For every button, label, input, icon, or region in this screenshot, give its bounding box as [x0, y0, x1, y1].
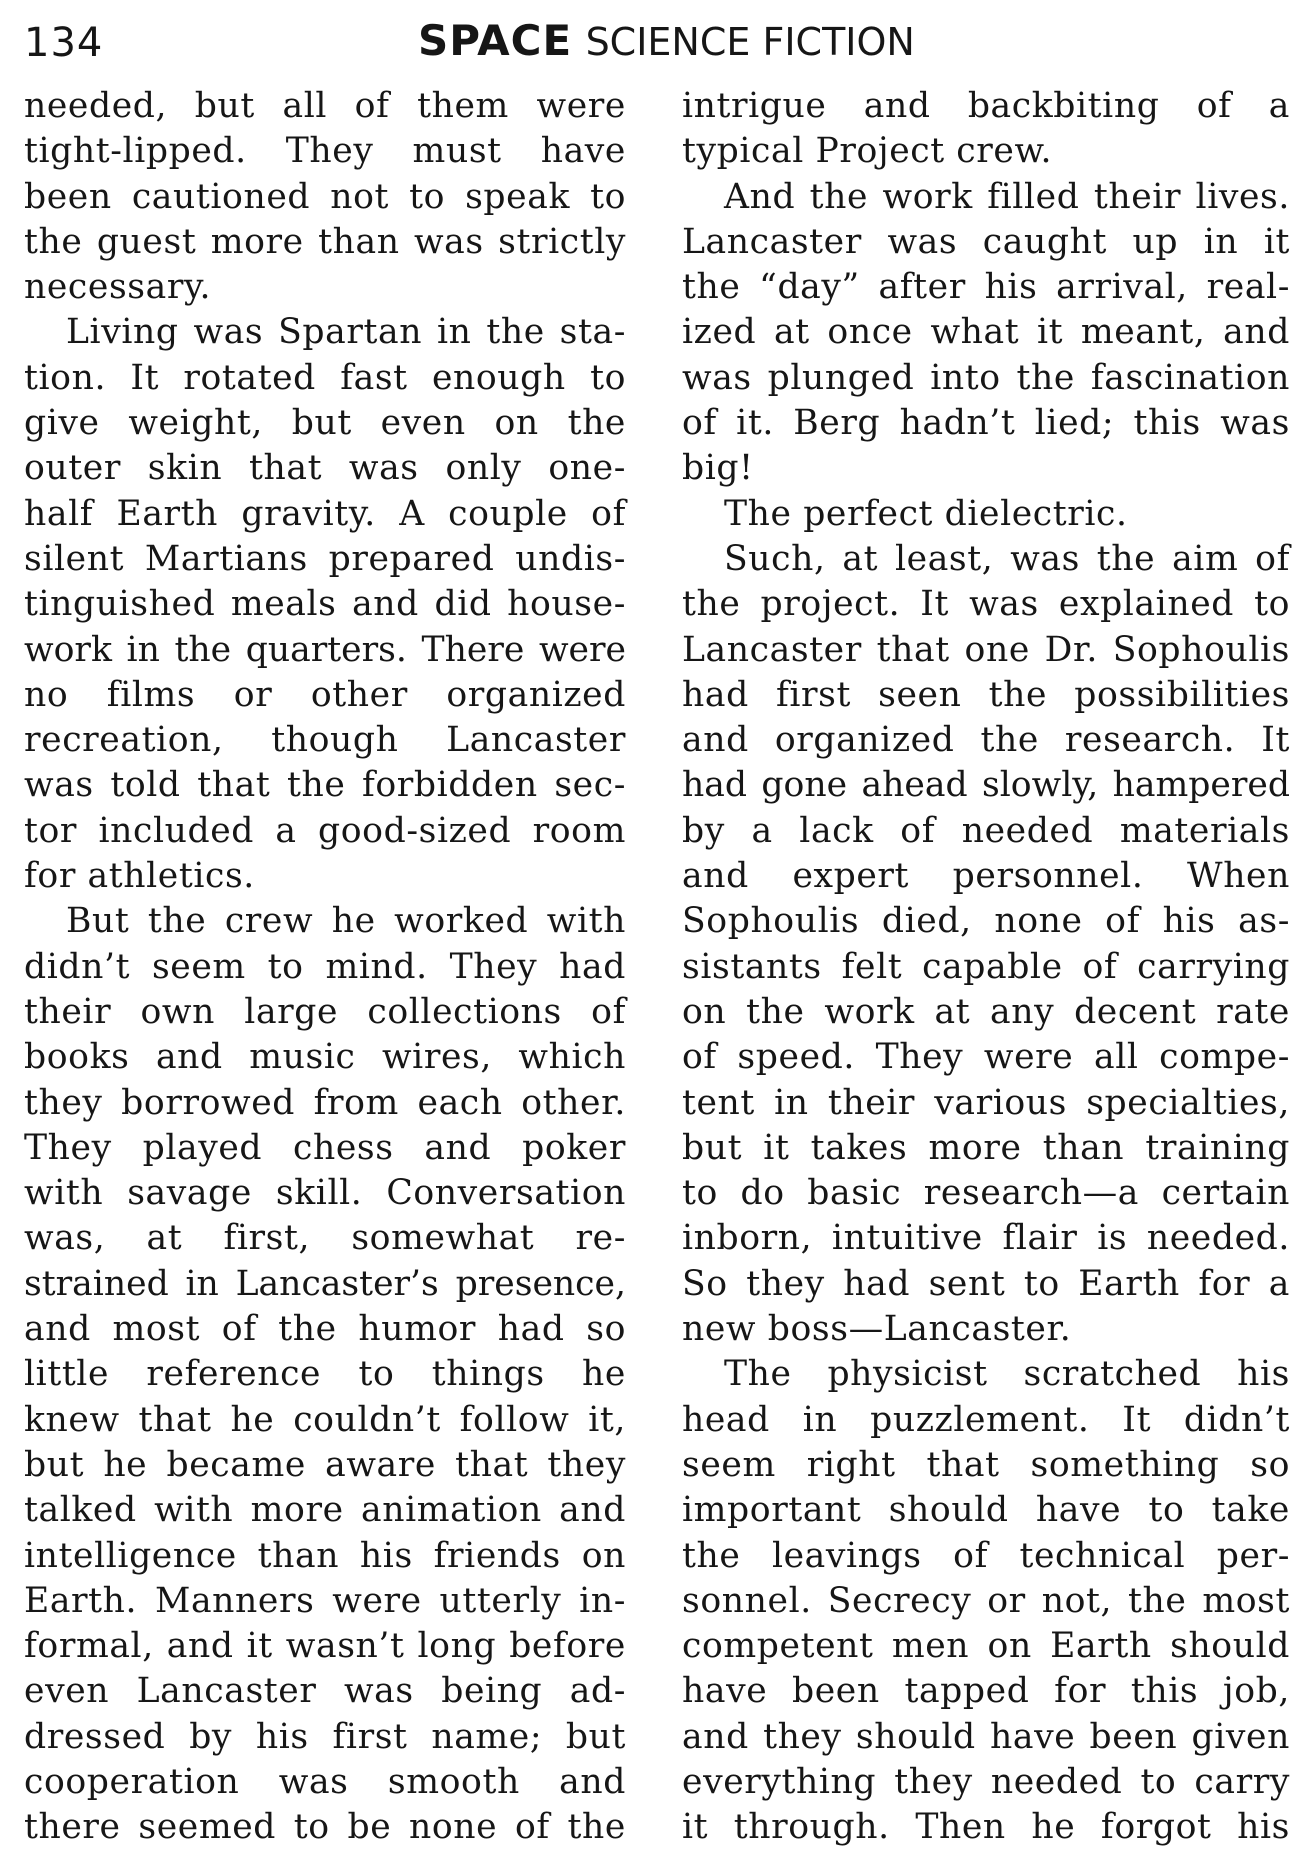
text-line: was told that the forbidden sec- [24, 765, 626, 806]
text-line: Living was Spartan in the sta- [66, 312, 626, 353]
text-line: new boss—Lancaster. [682, 1309, 1072, 1350]
text-line: they borrowed from each other. [24, 1082, 626, 1123]
magazine-title-bold: SPACE [418, 16, 573, 65]
text-line: recreation, though Lancaster [24, 720, 626, 761]
text-line: cooperation was smooth and [24, 1761, 626, 1802]
text-line: work in the quarters. There were [24, 629, 626, 670]
magazine-title-rest: SCIENCE FICTION [585, 20, 915, 64]
text-line: to do basic research—a certain [682, 1173, 1290, 1214]
text-line: sistants felt capable of carrying [682, 946, 1290, 987]
text-line: of speed. They were all compe- [682, 1037, 1290, 1078]
text-line: with savage skill. Conversation [24, 1173, 626, 1214]
right-text-column [682, 84, 1290, 1851]
text-line: tight-lipped. They must have [24, 131, 626, 172]
text-line: inborn, intuitive flair is needed. [682, 1218, 1290, 1259]
text-line: even Lancaster was being ad- [24, 1671, 626, 1712]
text-line: books and music wires, which [24, 1037, 626, 1078]
text-line: the project. It was explained to [682, 584, 1290, 625]
text-line: no films or other organized [24, 674, 626, 715]
text-line: for athletics. [24, 856, 255, 897]
text-line: And the work filled their lives. [724, 176, 1290, 217]
text-line: head in puzzlement. It didn’t [682, 1399, 1290, 1440]
text-line: Sophoulis died, none of his as- [682, 901, 1290, 942]
text-line: tion. It rotated fast enough to [24, 357, 626, 398]
text-line: and most of the humor had so [24, 1309, 626, 1350]
text-line: the leavings of technical per- [682, 1535, 1290, 1576]
text-line: outer skin that was only one- [24, 448, 626, 489]
page-number: 134 [24, 20, 104, 66]
page-header [24, 10, 1284, 80]
text-line: tent in their various specialties, [682, 1082, 1290, 1123]
text-line: of it. Berg hadn’t lied; this was [682, 403, 1290, 444]
text-line: formal, and it wasn’t long before [24, 1626, 626, 1667]
left-text-column [24, 84, 626, 1851]
text-line: Such, at least, was the aim of [724, 538, 1290, 579]
text-line: strained in Lancaster’s presence, [24, 1263, 626, 1304]
text-line: Lancaster that one Dr. Sophoulis [682, 629, 1290, 670]
text-line: give weight, but even on the [24, 403, 626, 444]
text-line: but he became aware that they [24, 1444, 626, 1485]
text-line: and organized the research. It [682, 720, 1290, 761]
text-line: competent men on Earth should [682, 1626, 1290, 1667]
text-line: their own large collections of [24, 991, 626, 1032]
text-line: necessary. [24, 267, 212, 308]
text-line: there seemed to be none of the [24, 1807, 626, 1848]
text-line: had gone ahead slowly, hampered [682, 765, 1290, 806]
text-line: tinguished meals and did house- [24, 584, 626, 625]
text-line: and they should have been given [682, 1716, 1290, 1757]
text-line: and expert personnel. When [682, 856, 1290, 897]
text-line: tor included a good-sized room [24, 810, 626, 851]
text-line: The physicist scratched his [724, 1354, 1290, 1395]
text-line: didn’t seem to mind. They had [24, 946, 626, 987]
running-head [418, 16, 915, 65]
text-line: seem right that something so [682, 1444, 1290, 1485]
text-line: the guest more than was strictly [24, 221, 626, 262]
text-line: The perfect dielectric. [724, 493, 1128, 534]
text-line: had first seen the possibilities [682, 674, 1290, 715]
text-line: by a lack of needed materials [682, 810, 1290, 851]
text-line: intelligence than his friends on [24, 1535, 626, 1576]
text-line: everything they needed to carry [682, 1761, 1290, 1802]
text-line: intrigue and backbiting of a [682, 86, 1290, 126]
text-line: sonnel. Secrecy or not, the most [682, 1580, 1290, 1621]
text-line: little reference to things he [24, 1354, 626, 1395]
text-line: typical Project crew. [682, 131, 1053, 172]
text-line: But the crew he worked with [66, 901, 626, 942]
text-line: ized at once what it meant, and [682, 312, 1290, 353]
text-line: on the work at any decent rate [682, 991, 1290, 1032]
text-line: dressed by his first name; but [24, 1716, 626, 1757]
text-line: was plunged into the fascination [682, 357, 1290, 398]
text-line: silent Martians prepared undis- [24, 538, 626, 579]
text-line: talked with more animation and [24, 1490, 626, 1531]
text-line: but it takes more than training [682, 1127, 1290, 1168]
text-line: have been tapped for this job, [682, 1671, 1290, 1712]
text-line: Lancaster was caught up in it [682, 221, 1290, 262]
text-line: was, at first, somewhat re- [24, 1218, 626, 1259]
text-line: important should have to take [682, 1490, 1290, 1531]
text-line: the “day” after his arrival, real- [682, 267, 1290, 308]
text-line: half Earth gravity. A couple of [24, 493, 626, 534]
text-line: knew that he couldn’t follow it, [24, 1399, 626, 1440]
text-line: needed, but all of them were [24, 86, 626, 126]
text-line: So they had sent to Earth for a [682, 1263, 1290, 1304]
text-line: Earth. Manners were utterly in- [24, 1580, 626, 1621]
text-line: They played chess and poker [24, 1127, 626, 1168]
text-line: been cautioned not to speak to [24, 176, 626, 217]
text-line: big! [682, 448, 754, 489]
text-line: it through. Then he forgot his [682, 1807, 1290, 1848]
